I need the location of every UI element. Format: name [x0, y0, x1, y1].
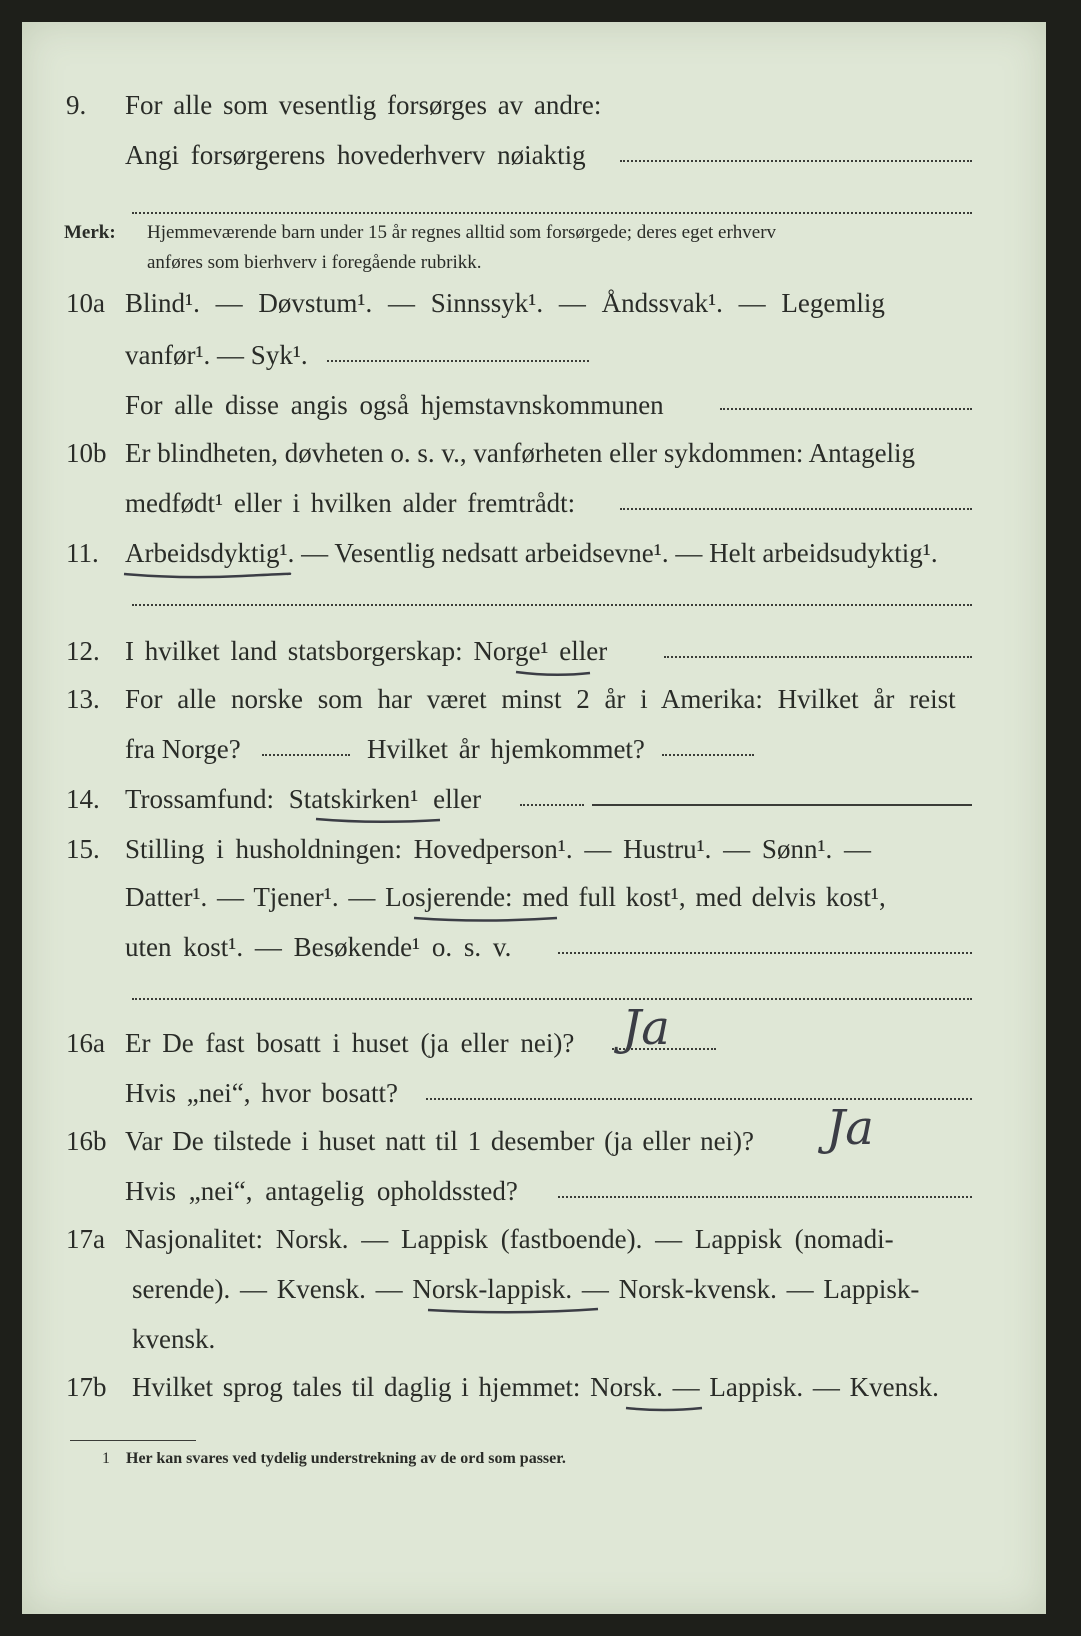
question-12-number: 12. [66, 636, 100, 666]
question-10b-line-2: medfødt¹ eller i hvilken alder fremtrådt: [125, 488, 576, 518]
answer-line-13-reist [262, 754, 350, 756]
question-11-line-1: Arbeidsdyktig¹. — Vesentlig nedsatt arbeidsevne¹. — Helt arbeidsudyktig¹. [125, 538, 938, 568]
question-16a-line-1: Er De fast bosatt i huset (ja eller nei)? [125, 1028, 575, 1058]
handwritten-underline-statskirken [314, 814, 444, 828]
handwritten-underline-norge [514, 666, 594, 680]
question-15-line-2: Datter¹. — Tjener¹. — Losjerende: med full kost¹, med delvis kost¹, [125, 882, 886, 912]
question-11-number: 11. [66, 538, 99, 568]
question-17a-number: 17a [66, 1224, 105, 1254]
note-line-2: anføres som bierhverv i foregående rubrikk. [147, 252, 482, 273]
question-9-line-2: Angi forsørgerens hovederhverv nøiaktig [125, 140, 586, 170]
answer-line-10a-syk [327, 360, 589, 362]
question-10b-line-1: Er blindheten, døvheten o. s. v., vanførheten eller sykdommen: Antagelig [125, 438, 916, 468]
question-13-line-1: For alle norske som har været minst 2 år i Amerika: Hvilket år reist [125, 684, 956, 714]
answer-line-16a-bosatt [426, 1098, 972, 1100]
handwritten-answer-16b: Ja [826, 1100, 874, 1156]
question-10b-number: 10b [66, 438, 107, 468]
question-9-line-1: For alle som vesentlig forsørges av andre: [125, 90, 602, 120]
question-10a-line-1: Blind¹. — Døvstum¹. — Sinnssyk¹. — Åndssvak¹. — Legemlig [125, 288, 885, 318]
question-14-line-1: Trossamfund: Statskirken¹ eller [125, 784, 482, 814]
answer-line-15-extra [132, 998, 972, 1000]
question-16a-line-2: Hvis „nei“, hvor bosatt? [125, 1078, 398, 1108]
note-line-1: Hjemmeværende barn under 15 år regnes alltid som forsørgede; deres eget erhverv [147, 222, 777, 243]
footnote-text: Her kan svares ved tydelig understrekning av de ord som passer. [126, 1450, 566, 1467]
handwritten-underline-norsk-lappisk [426, 1304, 602, 1318]
question-17a-line-3: kvensk. [132, 1324, 216, 1354]
handwritten-underline-arbeidsdyktig [122, 568, 292, 582]
answer-line-14-dotted [520, 804, 584, 806]
answer-line-16b [558, 1196, 972, 1198]
question-15-line-3: uten kost¹. — Besøkende¹ o. s. v. [125, 932, 512, 962]
answer-line-15 [558, 952, 972, 954]
answer-line-16a [612, 1048, 716, 1050]
answer-line-13-hjemkommet [662, 754, 754, 756]
footnote-mark: 1 [102, 1450, 110, 1467]
answer-line-12 [664, 656, 972, 658]
question-17a-line-1: Nasjonalitet: Norsk. — Lappisk (fastboende). — Lappisk (nomadi- [125, 1224, 894, 1254]
question-10a-line-3: For alle disse angis også hjemstavnskommunen [125, 390, 664, 420]
question-17b-line-1: Hvilket sprog tales til daglig i hjemmet: Norsk. — Lappisk. — Kvensk. [132, 1372, 939, 1402]
answer-line-14-solid [592, 804, 972, 806]
footnote-rule [70, 1440, 196, 1441]
question-16b-line-2: Hvis „nei“, antagelig opholdssted? [125, 1176, 518, 1206]
answer-line-10b [620, 508, 972, 510]
question-10a-line-2: vanfør¹. — Syk¹. [125, 340, 308, 370]
note-label: Merk: [64, 222, 116, 243]
answer-line-11 [132, 604, 972, 606]
question-16a-number: 16a [66, 1028, 105, 1058]
answer-line-10a-kommune [720, 408, 972, 410]
question-9-number: 9. [66, 90, 87, 120]
question-16b-line-1: Var De tilstede i huset natt til 1 desember (ja eller nei)? [125, 1126, 755, 1156]
question-15-number: 15. [66, 834, 100, 864]
question-17a-line-2: serende). — Kvensk. — Norsk-lappisk. — Norsk-kvensk. — Lappisk- [132, 1274, 920, 1304]
question-13-line-2a: fra Norge? [125, 734, 241, 764]
handwritten-underline-norsk [624, 1402, 706, 1416]
question-16b-number: 16b [66, 1126, 107, 1156]
handwritten-answer-16a: Ja [622, 1000, 670, 1056]
question-13-number: 13. [66, 684, 100, 714]
question-13-line-2b: Hvilket år hjemkommet? [367, 734, 645, 764]
answer-line-9-occupation [620, 160, 972, 162]
question-12-line-1: I hvilket land statsborgerskap: Norge¹ eller [125, 636, 608, 666]
question-15-line-1: Stilling i husholdningen: Hovedperson¹. — Hustru¹. — Sønn¹. — [125, 834, 872, 864]
answer-line-9-extra [132, 212, 972, 214]
handwritten-underline-losjerende [412, 912, 562, 926]
question-14-number: 14. [66, 784, 100, 814]
question-10a-number: 10a [66, 288, 105, 318]
question-17b-number: 17b [66, 1372, 107, 1402]
census-form-page [22, 22, 1046, 1614]
